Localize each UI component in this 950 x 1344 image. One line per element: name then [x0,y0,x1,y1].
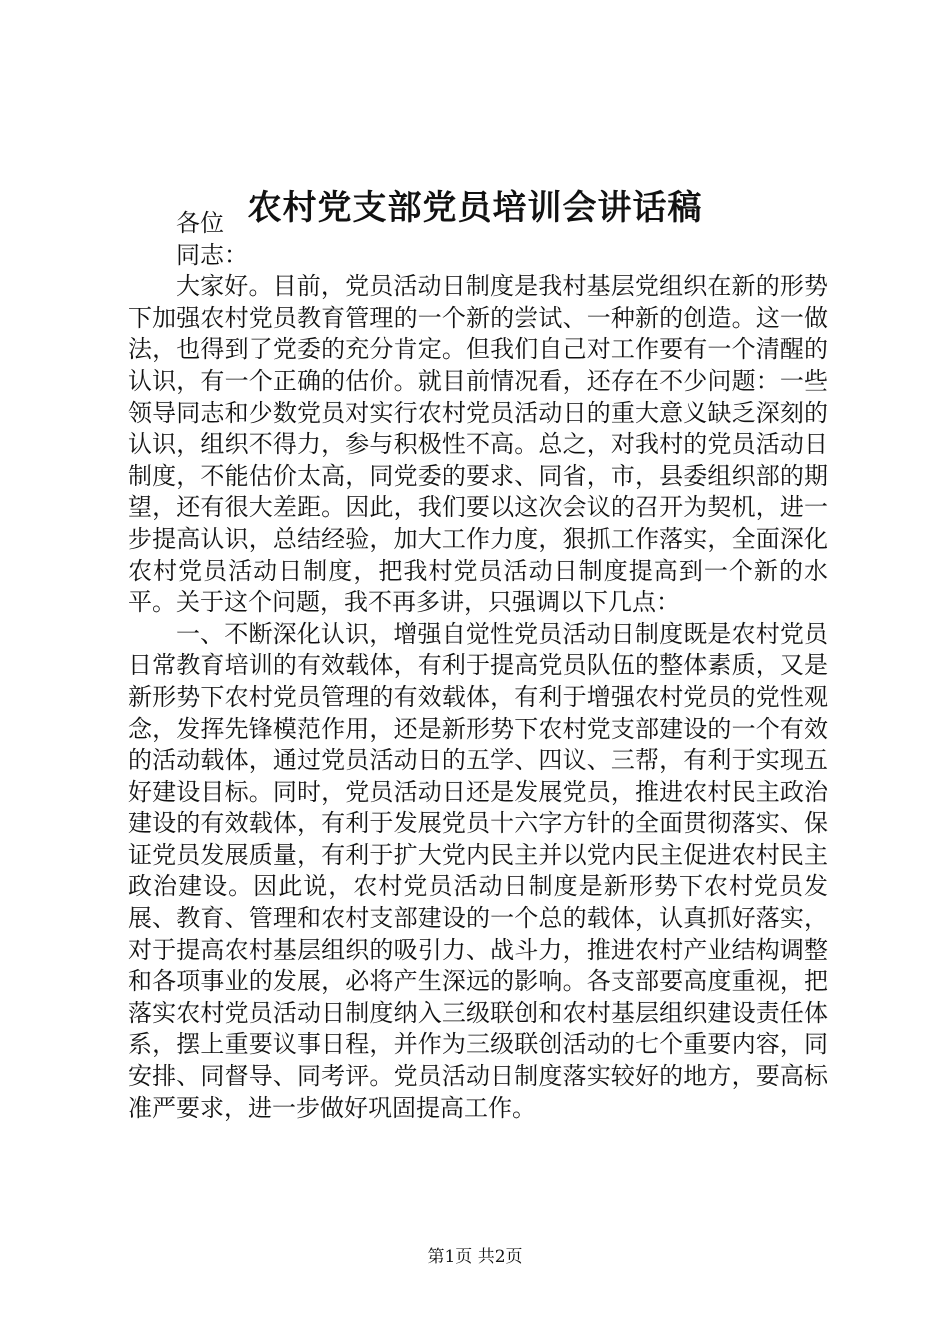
document-title: 农村党支部党员培训会讲话稿 [247,188,703,228]
salutation [128,208,828,271]
page-footer: 第1页 共2页 [427,1247,523,1267]
salutation-line: 同志： [176,240,248,269]
paragraph: 大家好。目前，党员活动日制度是我村基层党组织在新的形势下加强农村党员教育管理的一个新的尝试、一种新的创造。这一做法，也得到了党委的充分肯定。但我们自己对工作要有一个清醒的认识，有一个正确的估价。就目前情况看，还存在不少问题：一些领导同志和少数党员对实行农村党员活动日的重大意义缺乏深刻的认识，组织不得力，参与积极性不高。总之，对我村的党员活动日制度，不能估价太高，同党委的要求、同省，市，县委组织部的期望，还有很大差距。因此，我们要以这次会议的召开为契机，进一步提高认识，总结经验，加大工作力度，狠抓工作落实，全面深化农村党员活动日制度，把我村党员活动日制度提高到一个新的水平。关于这个问题，我不再多讲，只强调以下几点： [128,272,828,617]
paragraph: 一、不断深化认识，增强自觉性党员活动日制度既是农村党员日常教育培训的有效载体，有利于提高党员队伍的整体素质，又是新形势下农村党员管理的有效载体，有利于增强农村党员的党性观念，发挥先锋模范作用，还是新形势下农村党支部建设的一个有效的活动载体，通过党员活动日的五学、四议、三帮，有利于实现五好建设目标。同时，党员活动日还是发展党员，推进农村民主政治建设的有效载体，有利于发展党员十六字方针的全面贯彻落实、保证党员发展质量，有利于扩大党内民主并以党内民主促进农村民主政治建设。因此说，农村党员活动日制度是新形势下农村党员发展、教育、管理和农村支部建设的一个总的载体，认真抓好落实，对于提高农村基层组织的吸引力、战斗力，推进农村产业结构调整和各项事业的发展，必将产生深远的影响。各支部要高度重视，把落实农村党员活动日制度纳入三级联创和农村基层组织建设责任体系，摆上重要议事日程，并作为三级联创活动的七个重要内容，同安排、同督导、同考评。党员活动日制度落实较好的地方，要高标准严要求，进一步做好巩固提高工作。 [128,619,828,1122]
document-body [128,208,828,1124]
salutation-line: 各位 [176,209,224,237]
